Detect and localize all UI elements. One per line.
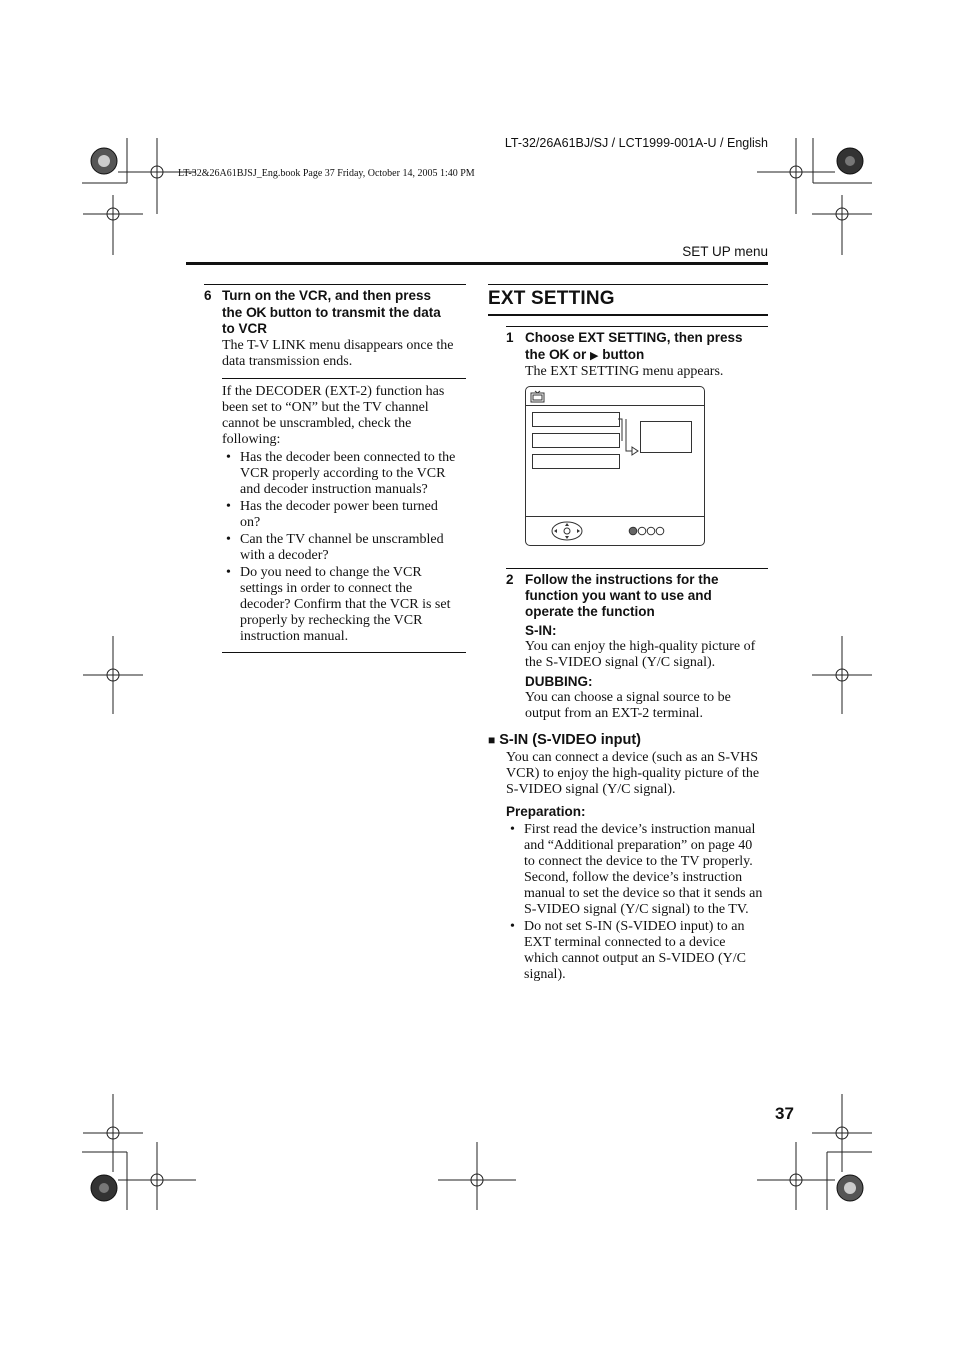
submenu-value-box [640,421,692,453]
step1-heading: Choose EXT SETTING, then press the OK or ▶ button [525,330,743,362]
header-rule [186,262,768,265]
step6-body: The T-V LINK menu disappears once the data transmission ends. [222,338,454,369]
ok-button-icon: OK [549,346,570,362]
step6-number: 6 [204,288,212,303]
ext-title-bottom-rule [488,314,768,316]
submenu-connector-graphic [618,415,640,457]
menu-item-s-in [532,412,620,427]
menu-item-3 [532,454,620,469]
step1-number: 1 [506,330,514,345]
step1-top-rule [506,326,768,327]
step2-heading: Follow the instructions for the function you want to use and operate the function [525,572,719,619]
square-bullet-icon: ■ [488,733,496,747]
note-bullet-1: • Has the decoder been connected to the VCR properly according to the VCR and decoder instruction manuals? [222,450,472,498]
preparation-list [506,822,770,984]
note-bottom-rule [222,652,466,653]
menu-item-dubbing [532,433,620,448]
step1-body: The EXT SETTING menu appears. [525,364,724,379]
right-arrow-icon: ▶ [590,350,599,362]
page-number: 37 [775,1104,794,1123]
menu-footer-divider [526,516,704,517]
preparation-label: Preparation: [506,804,586,819]
note-bullet-4: • Do you need to change the VCR settings in order to connect the decoder? Confirm that the VCR is set properly by rechecking the VCR instruction manual. [222,565,472,645]
decoder-note: If the DECODER (EXT-2) function has been set to “ON” but the TV channel cannot be unscrambled, check the following: • Has the decoder been connected to the VCR properly according to the VCR and decoder instruction manuals? • Has the decoder power been turned on? • Can the TV channel be unscrambled with a decoder? • Do you need to change the VCR settings in order to connect the decoder? Confirm that the VCR is set properly by rechecking the VCR instruction manual. [222,384,472,646]
s-in-section-body: You can connect a device (such as an S-VHS VCR) to enjoy the high-quality picture of the S-VIDEO signal (Y/C signal). [506,750,760,797]
color-buttons-icon [628,526,666,536]
s-in-label: S-IN: [525,623,557,638]
step2-top-rule [506,568,768,569]
step2-number: 2 [506,572,514,587]
ext-setting-title: EXT SETTING [488,288,615,309]
note-top-rule [222,378,466,379]
model-line: LT-32/26A61BJ/SJ / LCT1999-001A-U / English [504,136,768,150]
note-bullet-2: • Has the decoder power been turned on? [222,499,472,531]
s-in-section-title: ■ S-IN (S-VIDEO input) [488,732,642,748]
prep-bullet-2: • Do not set S-IN (S-VIDEO input) to an EXT terminal connected to a device which cannot output an S-VIDEO (Y/C signal). [506,919,770,983]
step6-heading: Turn on the VCR, and then press the OK button to transmit the data to VCR [222,288,441,336]
dubbing-label: DUBBING: [525,674,593,689]
menu-tv-icon [530,390,546,404]
ext-setting-menu-screen [525,386,705,546]
note-bullet-3: • Can the TV channel be unscrambled with a decoder? [222,532,472,564]
menu-title-divider [526,405,704,406]
book-info: LT-32&26A61BJSJ_Eng.book Page 37 Friday, October 14, 2005 1:40 PM [178,168,475,179]
step6-top-rule [204,284,466,285]
prep-bullet-1: • First read the device’s instruction manual and “Additional preparation” on page 40 to connect the device to the TV properly. Second, follow the device’s instruction manual to set the device so that it sends an S-VIDEO signal (Y/C signal) to the TV. [506,822,770,918]
s-in-description: You can enjoy the high-quality picture of the S-VIDEO signal (Y/C signal). [525,639,756,670]
section-label: SET UP menu [682,244,768,259]
ok-button-icon: OK [246,304,267,320]
ext-title-top-rule [488,284,768,285]
dubbing-description: You can choose a signal source to be output from an EXT-2 terminal. [525,690,731,721]
remote-dpad-icon [550,520,584,542]
